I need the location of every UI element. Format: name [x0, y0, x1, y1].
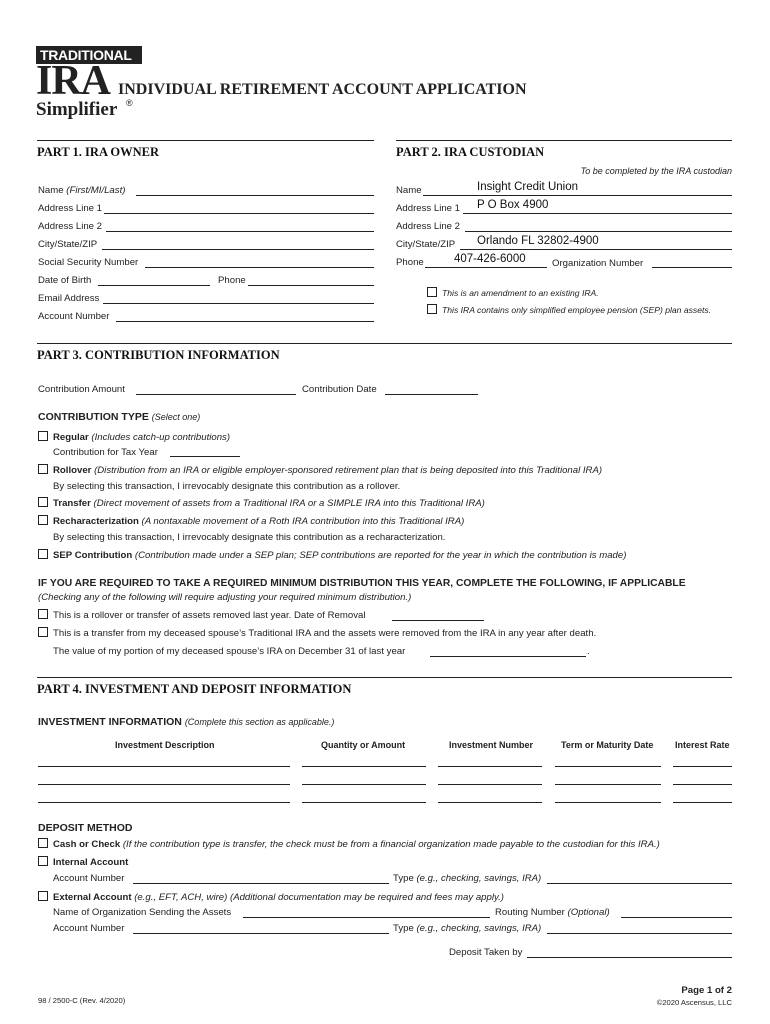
owner-ssn-label: Social Security Number — [38, 257, 139, 268]
custodian-city-label: City/State/ZIP — [396, 239, 456, 250]
inv-row3-number[interactable] — [438, 802, 542, 803]
recharacterization-checkbox[interactable] — [38, 515, 48, 525]
logo-registered: ® — [126, 98, 133, 108]
custodian-name-field[interactable] — [423, 195, 732, 196]
inv-row1-quantity[interactable] — [302, 766, 426, 767]
external-account-number-label: Account Number — [53, 923, 125, 934]
custodian-address1-field[interactable] — [463, 213, 732, 214]
external-account-checkbox[interactable] — [38, 891, 48, 901]
contribution-date-field[interactable] — [385, 394, 478, 395]
inv-row3-quantity[interactable] — [302, 802, 426, 803]
rollover-text: Rollover — [53, 465, 92, 476]
custodian-address1-value: P O Box 4900 — [477, 199, 549, 211]
logo-top-text: TRADITIONAL — [40, 47, 132, 63]
custodian-address2-label: Address Line 2 — [396, 221, 460, 232]
recharacterization-label — [53, 516, 464, 527]
logo-main-text: IRA — [36, 58, 111, 104]
custodian-note: To be completed by the IRA custodian — [580, 166, 732, 176]
owner-dob-field[interactable] — [98, 285, 210, 286]
rmd-note: (Checking any of the following will require adjusting your required minimum distribution.) — [38, 592, 412, 603]
owner-account-field[interactable] — [116, 321, 374, 322]
external-type-label — [393, 923, 541, 934]
spouse-ira-value-field[interactable] — [430, 656, 586, 657]
custodian-city-value: Orlando FL 32802-4900 — [477, 235, 599, 247]
external-account-text: External Account — [53, 892, 132, 903]
inv-row1-term[interactable] — [555, 766, 661, 767]
rollover-desc: (Distribution from an IRA or eligible employer-sponsored retirement plan that is being deposited into this Traditional IRA) — [94, 465, 603, 476]
transfer-label — [53, 498, 485, 509]
sep-contribution-checkbox[interactable] — [38, 549, 48, 559]
owner-name-text: Name — [38, 185, 64, 196]
deposit-method-heading: DEPOSIT METHOD — [38, 822, 133, 834]
owner-name-hint: (First/MI/Last) — [66, 185, 126, 196]
custodian-org-number-field[interactable] — [652, 267, 732, 268]
contribution-amount-field[interactable] — [136, 394, 296, 395]
internal-account-checkbox[interactable] — [38, 856, 48, 866]
owner-address2-label: Address Line 2 — [38, 221, 102, 232]
transfer-checkbox[interactable] — [38, 497, 48, 507]
contribution-type-text: CONTRIBUTION TYPE — [38, 411, 149, 423]
col-investment-number: Investment Number — [449, 740, 534, 750]
investment-info-heading — [38, 716, 334, 728]
copyright: ©2020 Ascensus, LLC — [656, 998, 732, 1007]
part1-rule — [37, 140, 374, 141]
part3-rule — [37, 343, 732, 344]
part1-heading: PART 1. IRA OWNER — [37, 145, 160, 159]
col-term-maturity: Term or Maturity Date — [561, 740, 654, 750]
regular-desc: (Includes catch-up contributions) — [91, 432, 231, 443]
recharacterization-note: By selecting this transaction, I irrevocably designate this contribution as a recharacterization. — [53, 532, 446, 543]
owner-dob-label: Date of Birth — [38, 275, 92, 286]
spouse-ira-value-label: The value of my portion of my deceased spouse’s IRA on December 31 of last year — [53, 646, 406, 657]
spouse-ira-value-period: . — [587, 646, 590, 657]
inv-row1-rate[interactable] — [673, 766, 732, 767]
cash-check-label — [53, 839, 660, 850]
amendment-checkbox[interactable] — [427, 287, 437, 297]
form-id: 98 / 2500-C (Rev. 4/2020) — [38, 996, 126, 1005]
inv-row2-rate[interactable] — [673, 784, 732, 785]
recharacterization-text: Recharacterization — [53, 516, 139, 527]
internal-account-number-field[interactable] — [133, 883, 389, 884]
routing-number-text: Routing Number — [495, 907, 565, 918]
contribution-type-hint: (Select one) — [151, 412, 201, 422]
custodian-address2-field[interactable] — [465, 231, 732, 232]
inv-row3-term[interactable] — [555, 802, 661, 803]
external-type-text: Type — [393, 923, 414, 934]
inv-row2-term[interactable] — [555, 784, 661, 785]
routing-number-hint: (Optional) — [567, 907, 610, 918]
col-investment-description: Investment Description — [115, 740, 215, 750]
part2-rule — [396, 140, 732, 141]
rmd-option1-checkbox[interactable] — [38, 609, 48, 619]
recharacterization-desc: (A nontaxable movement of a Roth IRA contribution into this Traditional IRA) — [141, 516, 465, 527]
tax-year-label: Contribution for Tax Year — [53, 447, 158, 458]
owner-city-label: City/State/ZIP — [38, 239, 98, 250]
owner-email-field[interactable] — [103, 303, 374, 304]
internal-account-number-label: Account Number — [53, 873, 125, 884]
owner-email-label: Email Address — [38, 293, 100, 304]
owner-address2-field[interactable] — [106, 231, 374, 232]
owner-account-label: Account Number — [38, 311, 110, 322]
inv-row2-quantity[interactable] — [302, 784, 426, 785]
transfer-desc: (Direct movement of assets from a Traditional IRA or a SIMPLE IRA into this Traditional IRA) — [93, 498, 485, 509]
contribution-amount-label: Contribution Amount — [38, 384, 125, 395]
custodian-city-field[interactable] — [460, 249, 732, 250]
custodian-phone-value: 407-426-6000 — [454, 253, 526, 265]
cash-check-text: Cash or Check — [53, 839, 121, 850]
sep-contribution-label — [53, 550, 626, 561]
regular-text: Regular — [53, 432, 89, 443]
internal-account-label: Internal Account — [53, 857, 129, 868]
owner-city-field[interactable] — [102, 249, 374, 250]
part3-heading: PART 3. CONTRIBUTION INFORMATION — [37, 348, 280, 362]
rmd-option1-label: This is a rollover or transfer of assets removed last year. Date of Removal — [53, 610, 366, 621]
owner-address1-field[interactable] — [104, 213, 374, 214]
owner-phone-label: Phone — [218, 275, 246, 286]
owner-ssn-field[interactable] — [145, 267, 374, 268]
sep-only-checkbox[interactable] — [427, 304, 437, 314]
col-quantity-amount: Quantity or Amount — [321, 740, 406, 750]
external-account-desc: (e.g., EFT, ACH, wire) (Additional documentation may be required and fees may apply.) — [134, 892, 504, 903]
rollover-checkbox[interactable] — [38, 464, 48, 474]
regular-label — [53, 432, 230, 443]
org-sending-field[interactable] — [243, 917, 490, 918]
sep-contribution-text: SEP Contribution — [53, 550, 133, 561]
inv-row1-number[interactable] — [438, 766, 542, 767]
org-sending-label: Name of Organization Sending the Assets — [53, 907, 232, 918]
owner-name-field[interactable] — [136, 195, 374, 196]
page-title: INDIVIDUAL RETIREMENT ACCOUNT APPLICATION — [118, 81, 527, 98]
external-type-hint: (e.g., checking, savings, IRA) — [416, 923, 542, 934]
part2-heading: PART 2. IRA CUSTODIAN — [396, 145, 545, 159]
deposit-taken-label: Deposit Taken by — [449, 947, 523, 958]
rmd-option2-label: This is a transfer from my deceased spouse’s Traditional IRA and the assets were removed from the IRA in any year after death. — [53, 628, 597, 639]
internal-type-field[interactable] — [547, 883, 732, 884]
internal-type-hint: (e.g., checking, savings, IRA) — [416, 873, 542, 884]
sep-only-label: This IRA contains only simplified employee pension (SEP) plan assets. — [442, 305, 712, 315]
logo-sub-text: Simplifier — [36, 99, 118, 120]
internal-type-text: Type — [393, 873, 414, 884]
rmd-heading: IF YOU ARE REQUIRED TO TAKE A REQUIRED MINIMUM DISTRIBUTION THIS YEAR, COMPLETE THE FOLLOWING, IF APPLICABLE — [38, 578, 686, 589]
page-number: Page 1 of 2 — [681, 985, 732, 996]
rollover-label — [53, 465, 602, 476]
custodian-org-number-label: Organization Number — [552, 258, 644, 269]
custodian-name-value: Insight Credit Union — [477, 181, 578, 193]
sep-contribution-desc: (Contribution made under a SEP plan; SEP contributions are reported for the year in which the contribution is made) — [134, 550, 627, 561]
routing-number-label — [495, 907, 610, 918]
investment-info-hint: (Complete this section as applicable.) — [184, 717, 335, 727]
custodian-phone-field[interactable] — [425, 267, 547, 268]
inv-row3-description[interactable] — [38, 802, 290, 803]
routing-number-field[interactable] — [621, 917, 732, 918]
owner-name-label — [38, 185, 125, 196]
rollover-note: By selecting this transaction, I irrevocably designate this contribution as a rollover. — [53, 481, 401, 492]
contribution-date-label: Contribution Date — [302, 384, 377, 395]
internal-type-label — [393, 873, 541, 884]
transfer-text: Transfer — [53, 498, 91, 509]
inv-row2-number[interactable] — [438, 784, 542, 785]
inv-row3-rate[interactable] — [673, 802, 732, 803]
amendment-label: This is an amendment to an existing IRA. — [442, 288, 599, 298]
custodian-name-label: Name — [396, 185, 422, 196]
custodian-address1-label: Address Line 1 — [396, 203, 460, 214]
regular-checkbox[interactable] — [38, 431, 48, 441]
custodian-phone-label: Phone — [396, 257, 424, 268]
inv-row1-description[interactable] — [38, 766, 290, 767]
external-account-label — [53, 892, 504, 903]
inv-row2-description[interactable] — [38, 784, 290, 785]
external-account-number-field[interactable] — [133, 933, 389, 934]
col-interest-rate: Interest Rate — [675, 740, 730, 750]
investment-info-text: INVESTMENT INFORMATION — [38, 716, 182, 728]
part4-rule — [37, 677, 732, 678]
removal-date-field[interactable] — [392, 620, 484, 621]
external-type-field[interactable] — [547, 933, 732, 934]
cash-check-checkbox[interactable] — [38, 838, 48, 848]
owner-address1-label: Address Line 1 — [38, 203, 102, 214]
part4-heading: PART 4. INVESTMENT AND DEPOSIT INFORMATION — [37, 682, 352, 696]
rmd-option2-checkbox[interactable] — [38, 627, 48, 637]
deposit-taken-field[interactable] — [527, 957, 732, 958]
contribution-type-heading — [38, 411, 200, 423]
owner-phone-field[interactable] — [248, 285, 374, 286]
cash-check-desc: (If the contribution type is transfer, the check must be from a financial organization made payable to the custodian for this IRA.) — [122, 839, 660, 850]
tax-year-field[interactable] — [170, 456, 240, 457]
